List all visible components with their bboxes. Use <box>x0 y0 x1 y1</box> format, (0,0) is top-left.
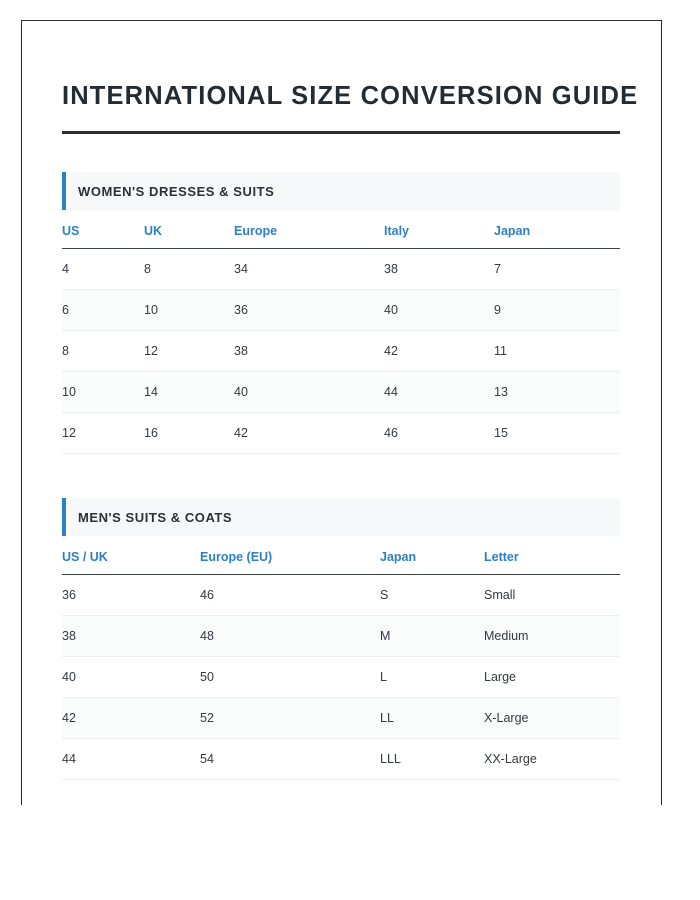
cell-italy: 44 <box>384 372 494 413</box>
table-header-row <box>62 210 620 249</box>
table-row <box>62 290 620 331</box>
cell-europe: 50 <box>200 657 380 698</box>
cell-europe: 36 <box>234 290 384 331</box>
column-header-europe: Europe (EU) <box>200 536 380 575</box>
cell-letter: Large <box>484 657 620 698</box>
cell-us: 4 <box>62 249 144 290</box>
cell-uk: 8 <box>144 249 234 290</box>
cell-us: 12 <box>62 413 144 454</box>
cell-italy: 38 <box>384 249 494 290</box>
cell-japan: S <box>380 575 484 616</box>
column-header-japan: Japan <box>494 210 620 249</box>
cell-japan: 11 <box>494 331 620 372</box>
cell-italy: 42 <box>384 331 494 372</box>
cell-us: 8 <box>62 331 144 372</box>
table-row <box>62 657 620 698</box>
cell-europe: 52 <box>200 698 380 739</box>
cell-japan: LL <box>380 698 484 739</box>
cell-uk: 12 <box>144 331 234 372</box>
table-row <box>62 575 620 616</box>
cell-us-uk: 44 <box>62 739 200 780</box>
cell-uk: 16 <box>144 413 234 454</box>
table-row <box>62 739 620 780</box>
section-title-womens: WOMEN'S DRESSES & SUITS <box>78 183 275 199</box>
cell-europe: 48 <box>200 616 380 657</box>
page-title: INTERNATIONAL SIZE CONVERSION GUIDE <box>62 82 639 110</box>
column-header-letter: Letter <box>484 536 620 575</box>
cell-us: 6 <box>62 290 144 331</box>
cell-us-uk: 36 <box>62 575 200 616</box>
section-mens-suits-coats <box>62 498 620 780</box>
cell-europe: 42 <box>234 413 384 454</box>
section-womens-dresses-suits <box>62 172 620 454</box>
table-row <box>62 331 620 372</box>
document-body <box>62 20 639 780</box>
column-header-us-uk: US / UK <box>62 536 200 575</box>
table-row <box>62 372 620 413</box>
cell-japan: L <box>380 657 484 698</box>
title-divider <box>62 131 620 134</box>
table-header-row <box>62 536 620 575</box>
cell-us-uk: 40 <box>62 657 200 698</box>
table-row <box>62 249 620 290</box>
cell-japan: M <box>380 616 484 657</box>
accent-bar-icon <box>62 498 66 536</box>
cell-uk: 10 <box>144 290 234 331</box>
column-header-italy: Italy <box>384 210 494 249</box>
cell-letter: XX-Large <box>484 739 620 780</box>
table-row <box>62 698 620 739</box>
cell-us-uk: 38 <box>62 616 200 657</box>
cell-europe: 34 <box>234 249 384 290</box>
cell-letter: X-Large <box>484 698 620 739</box>
table-row <box>62 616 620 657</box>
column-header-uk: UK <box>144 210 234 249</box>
size-table-mens <box>62 536 620 780</box>
size-table-womens <box>62 210 620 454</box>
cell-letter: Medium <box>484 616 620 657</box>
column-header-japan: Japan <box>380 536 484 575</box>
section-header-mens <box>62 498 620 536</box>
column-header-europe: Europe <box>234 210 384 249</box>
column-header-us: US <box>62 210 144 249</box>
accent-bar-icon <box>62 172 66 210</box>
cell-europe: 38 <box>234 331 384 372</box>
cell-japan: 7 <box>494 249 620 290</box>
cell-europe: 40 <box>234 372 384 413</box>
cell-letter: Small <box>484 575 620 616</box>
cell-us-uk: 42 <box>62 698 200 739</box>
section-header-womens <box>62 172 620 210</box>
cell-japan: 9 <box>494 290 620 331</box>
section-title-mens: MEN'S SUITS & COATS <box>78 509 233 525</box>
cell-japan: 13 <box>494 372 620 413</box>
cell-japan: LLL <box>380 739 484 780</box>
cell-italy: 46 <box>384 413 494 454</box>
cell-europe: 46 <box>200 575 380 616</box>
cell-us: 10 <box>62 372 144 413</box>
table-row <box>62 413 620 454</box>
cell-italy: 40 <box>384 290 494 331</box>
cell-uk: 14 <box>144 372 234 413</box>
cell-europe: 54 <box>200 739 380 780</box>
cell-japan: 15 <box>494 413 620 454</box>
